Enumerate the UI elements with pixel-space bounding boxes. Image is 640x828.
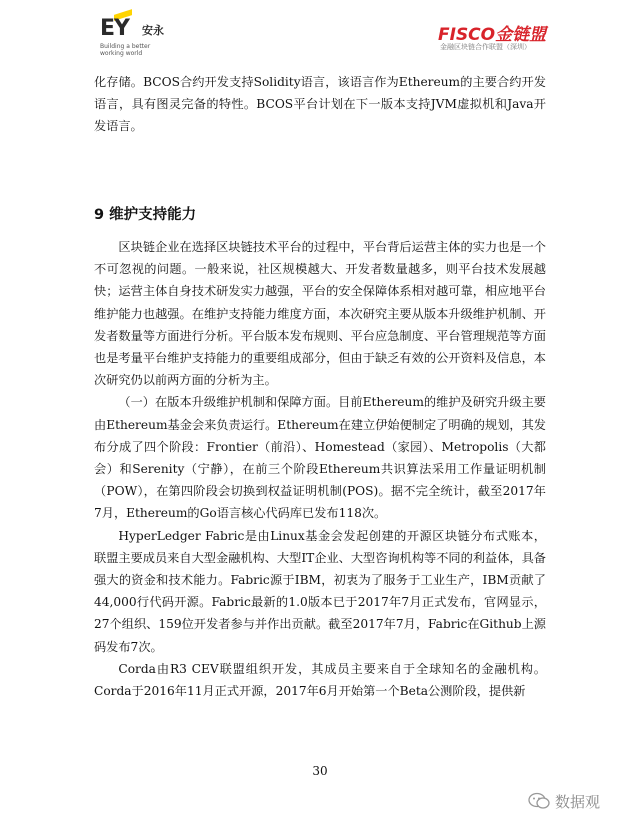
fisco-subtitle: 金融区块链合作联盟（深圳） [440, 43, 531, 51]
body-paragraph: （一）在版本升级维护机制和保障方面。目前Ethereum的维护及研究升级主要由Ethereum基金会来负责运行。Ethereum在建立伊始便制定了明确的规划，其发布分成了四个阶段：Frontier（前沿）、Homestead（家园）、Metropolis（大都会）和Serenity（宁静），在前三个阶段Ethereum共识算法采用工作量证明机制（POW），在第四阶段会切换到权益证明机制(POS)。据不完全统计，截至2017年7月，Ethereum的Go语言核心代码库已发布118次。 [94, 395, 546, 521]
ey-chinese-name: 安永 [142, 24, 164, 37]
ey-logo [100, 10, 220, 62]
section-heading: 9 维护支持能力 [94, 207, 197, 223]
fisco-wordmark: FISCO金链盟 [438, 25, 547, 45]
body-paragraph: 区块链企业在选择区块链技术平台的过程中，平台背后运营主体的实力也是一个不可忽视的问题。一般来说，社区规模越大、开发者数量越多，则平台技术发展越快；运营主体自身技术研发实力越强，平台的安全保障体系相对越可靠，相应地平台维护能力也越强。在维护支持能力维度方面，本次研究主要从版本升级维护机制、开发者数量等方面进行分析。平台版本发布规则、平台应急制度、平台管理规范等方面也是考量平台维护支持能力的重要组成部分，但由于缺乏有效的公开资料及信息，本次研究仍以前两方面的分析为主。 [94, 240, 546, 388]
body-paragraph: Corda由R3 CEV联盟组织开发，其成员主要来自于全球知名的金融机构。Corda于2016年11月正式开源，2017年6月开始第一个Beta公测阶段，提供新 [94, 661, 546, 699]
ey-tagline: Building a better working world [100, 43, 151, 57]
intro-block [94, 71, 546, 138]
section-body [94, 236, 546, 702]
watermark-text: 数据观 [555, 793, 601, 811]
wechat-icon [528, 792, 550, 810]
page-number: 30 [312, 764, 328, 778]
fisco-logo [438, 20, 558, 54]
watermark [528, 788, 638, 816]
ey-mark: EY [100, 16, 129, 41]
body-paragraph: HyperLedger Fabric是由Linux基金会发起创建的开源区块链分布式账本，联盟主要成员来自大型金融机构、大型IT企业、大型咨询机构等不同的利益体，具备强大的资金和技术能力。Fabric源于IBM，初衷为了服务于工业生产，IBM贡献了44,000行代码开源。Fabric最新的1.0版本已于2017年7月正式发布，官网显示，27个组织、159位开发者参与并作出贡献。截至2017年7月，Fabric在Github上源码发布7次。 [94, 528, 546, 654]
intro-paragraph: 化存储。BCOS合约开发支持Solidity语言，该语言作为Ethereum的主要合约开发语言，具有图灵完备的特性。BCOS平台计划在下一版本支持JVM虚拟机和Java开发语言。 [94, 75, 546, 134]
page-header [0, 0, 640, 64]
